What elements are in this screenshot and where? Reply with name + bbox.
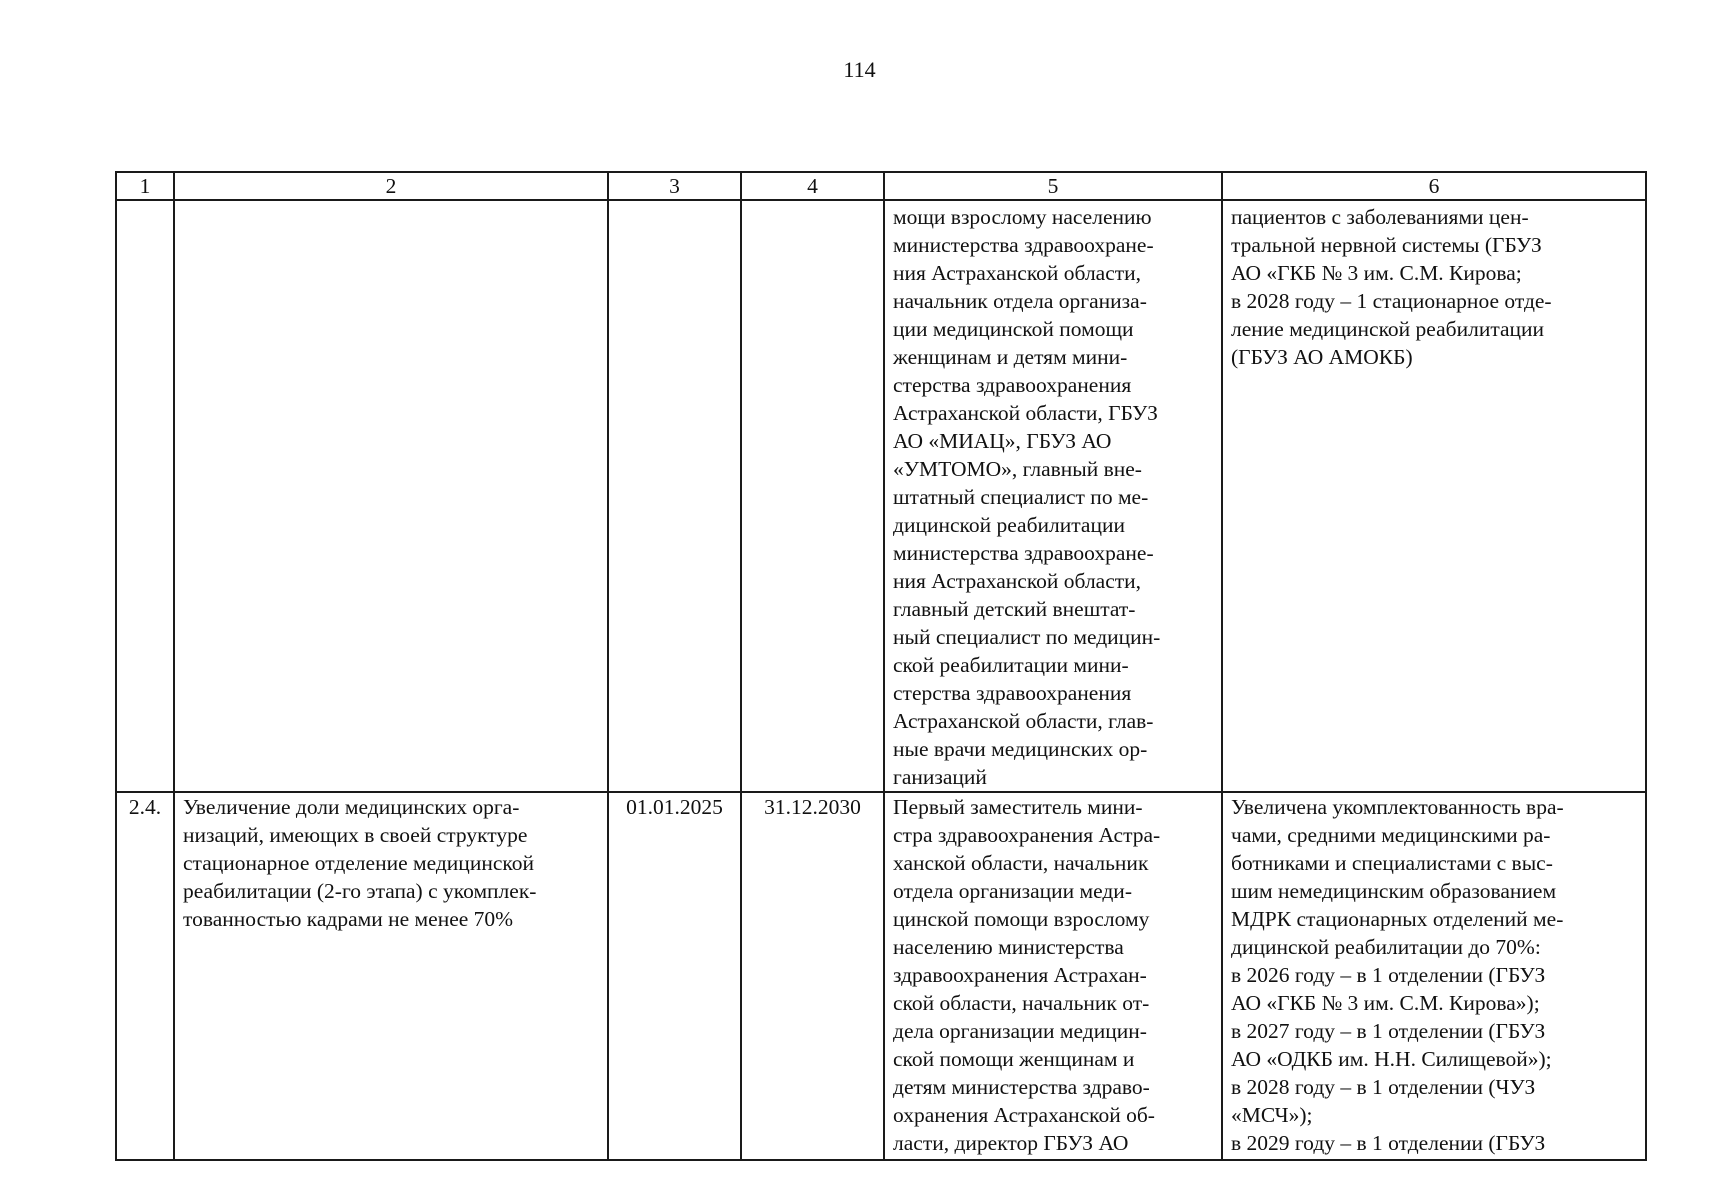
text-line: тованностью кадрами не менее 70% <box>183 907 514 931</box>
text-line: низаций, имеющих в своей структуре <box>183 823 528 847</box>
text-line: Астраханской области, глав- <box>893 709 1154 733</box>
text-line: мощи взрослому населению <box>893 205 1152 229</box>
column-header-4: 4 <box>741 172 884 200</box>
column-header-5: 5 <box>884 172 1222 200</box>
cell-number <box>116 200 174 792</box>
text-line: ции медицинской помощи <box>893 317 1134 341</box>
text-line: населению министерства <box>893 935 1124 959</box>
text-line: Увеличена укомплектованность вра- <box>1231 795 1564 819</box>
text-line: МДРК стационарных отделений ме- <box>1231 907 1564 931</box>
column-header-3: 3 <box>608 172 741 200</box>
text-line: ской помощи женщинам и <box>893 1047 1135 1071</box>
responsible-text <box>885 201 1221 791</box>
cell-responsible <box>884 200 1222 792</box>
text-line: отдела организации меди- <box>893 879 1132 903</box>
cell-responsible <box>884 792 1222 1160</box>
text-line: в 2028 году – в 1 отделении (ЧУЗ <box>1231 1075 1536 1099</box>
text-line: в 2026 году – в 1 отделении (ГБУЗ <box>1231 963 1546 987</box>
text-line: ные врачи медицинских ор- <box>893 737 1148 761</box>
text-line: ния Астраханской области, <box>893 569 1142 593</box>
column-header-1: 1 <box>116 172 174 200</box>
text-line: в 2029 году – в 1 отделении (ГБУЗ <box>1231 1131 1546 1155</box>
text-line: чами, средними медицинскими ра- <box>1231 823 1551 847</box>
column-header-6: 6 <box>1222 172 1646 200</box>
measure-text <box>175 793 607 933</box>
text-line: ганизаций <box>893 765 987 789</box>
cell-result <box>1222 200 1646 792</box>
result-text <box>1223 201 1645 371</box>
text-line: главный детский внештат- <box>893 597 1136 621</box>
text-line: в 2028 году – 1 стационарное отде- <box>1231 289 1552 313</box>
text-line: АО «ГКБ № 3 им. С.М. Кирова»); <box>1231 991 1540 1015</box>
text-line: цинской помощи взрослому <box>893 907 1150 931</box>
cell-measure <box>174 200 608 792</box>
cell-start-date <box>608 200 741 792</box>
result-text <box>1223 793 1645 1157</box>
text-line: ление медицинской реабилитации <box>1231 317 1545 341</box>
text-line: женщинам и детям мини- <box>893 345 1128 369</box>
text-line: шим немедицинским образованием <box>1231 879 1557 903</box>
text-line: тральной нервной системы (ГБУЗ <box>1231 233 1542 257</box>
text-line: ласти, директор ГБУЗ АО <box>893 1131 1129 1155</box>
table-row <box>116 200 1646 792</box>
table-row <box>116 792 1646 1160</box>
text-line: дицинской реабилитации <box>893 513 1125 537</box>
cell-start-date: 01.01.2025 <box>608 792 741 1160</box>
text-line: ния Астраханской области, <box>893 261 1142 285</box>
text-line: пациентов с заболеваниями цен- <box>1231 205 1529 229</box>
text-line: ханской области, начальник <box>893 851 1149 875</box>
text-line: стационарное отделение медицинской <box>183 851 534 875</box>
cell-number: 2.4. <box>116 792 174 1160</box>
text-line: Увеличение доли медицинских орга- <box>183 795 520 819</box>
text-line: стра здравоохранения Астра- <box>893 823 1161 847</box>
text-line: стерства здравоохранения <box>893 373 1132 397</box>
text-line: министерства здравоохране- <box>893 541 1154 565</box>
text-line: ный специалист по медицин- <box>893 625 1161 649</box>
column-header-2: 2 <box>174 172 608 200</box>
text-line: ботниками и специалистами с выс- <box>1231 851 1553 875</box>
text-line: дела организации медицин- <box>893 1019 1147 1043</box>
text-line: в 2027 году – в 1 отделении (ГБУЗ <box>1231 1019 1546 1043</box>
responsible-text <box>885 793 1221 1157</box>
page-number: 114 <box>843 57 876 82</box>
text-line: министерства здравоохране- <box>893 233 1154 257</box>
text-line: Астраханской области, ГБУЗ <box>893 401 1158 425</box>
text-line: детям министерства здраво- <box>893 1075 1150 1099</box>
cell-end-date: 31.12.2030 <box>741 792 884 1160</box>
document-table <box>115 171 1647 1161</box>
text-line: АО «ОДКБ им. Н.Н. Силищевой»); <box>1231 1047 1552 1071</box>
text-line: «МСЧ»); <box>1231 1103 1313 1127</box>
cell-end-date <box>741 200 884 792</box>
text-line: (ГБУЗ АО АМОКБ) <box>1231 345 1413 369</box>
text-line: начальник отдела организа- <box>893 289 1147 313</box>
text-line: здравоохранения Астрахан- <box>893 963 1147 987</box>
text-line: АО «МИАЦ», ГБУЗ АО <box>893 429 1112 453</box>
text-line: дицинской реабилитации до 70%: <box>1231 935 1541 959</box>
cell-measure <box>174 792 608 1160</box>
text-line: охранения Астраханской об- <box>893 1103 1155 1127</box>
text-line: стерства здравоохранения <box>893 681 1132 705</box>
text-line: ской реабилитации мини- <box>893 653 1129 677</box>
text-line: АО «ГКБ № 3 им. С.М. Кирова; <box>1231 261 1522 285</box>
text-line: Первый заместитель мини- <box>893 795 1143 819</box>
text-line: реабилитации (2-го этапа) с укомплек- <box>183 879 537 903</box>
text-line: штатный специалист по ме- <box>893 485 1149 509</box>
text-line: «УМТОМО», главный вне- <box>893 457 1142 481</box>
text-line: ской области, начальник от- <box>893 991 1150 1015</box>
table-header-row <box>116 172 1646 200</box>
cell-result <box>1222 792 1646 1160</box>
